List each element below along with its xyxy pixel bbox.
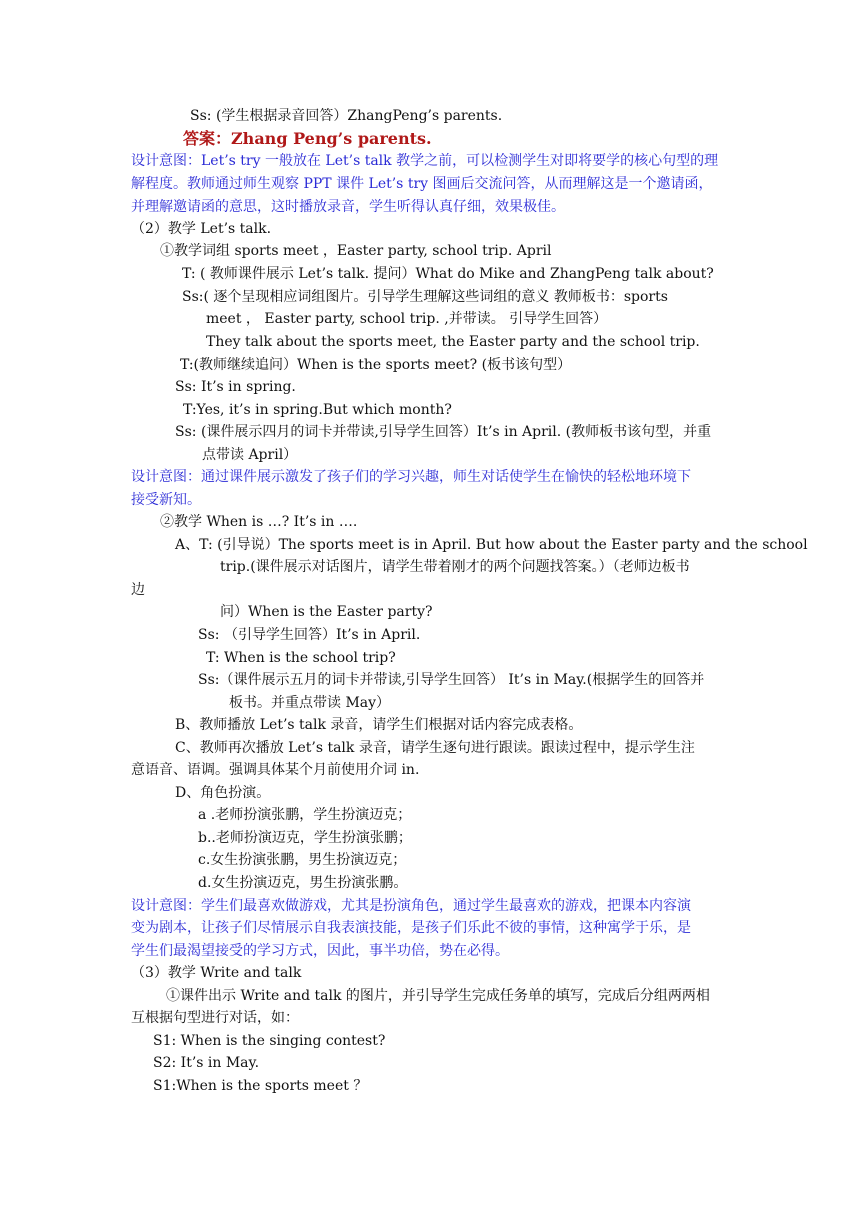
section-heading: （2）教学 Let’s talk. bbox=[131, 221, 272, 237]
section-heading: （3）教学 Write and talk bbox=[131, 965, 302, 981]
design-intent-text: 接受新知。 bbox=[131, 492, 201, 508]
role-play-item: b..老师扮演迈克，学生扮演张鹏； bbox=[198, 830, 412, 846]
design-intent-text: 解程度。教师通过师生观察 PPT 课件 Let’s try 图画后交流问答，从而理解这是一个邀请函， bbox=[131, 176, 713, 192]
dialogue-line: 边 bbox=[131, 582, 145, 598]
answer-line: 答案：Zhang Peng’s parents. bbox=[183, 129, 432, 148]
dialogue-line: trip.(课件展示对话图片，请学生带着刚才的两个问题找答案。）（老师边板书 bbox=[220, 559, 690, 575]
dialogue-line: T: ( 教师课件展示 Let’s talk. 提问）What do Mike and ZhangPeng talk about? bbox=[182, 266, 714, 282]
dialogue-line: A、T: (引导说）The sports meet is in April. But how about the Easter party and the school bbox=[175, 537, 808, 553]
dialogue-line: 问）When is the Easter party? bbox=[220, 604, 433, 620]
step-line: B、教师播放 Let’s talk 录音，请学生们根据对话内容完成表格。 bbox=[175, 717, 583, 733]
role-play-item: a .老师扮演张鹏，学生扮演迈克； bbox=[198, 807, 412, 823]
dialogue-line: Ss: It’s in spring. bbox=[175, 379, 296, 395]
dialogue-line: T:(教师继续追问）When is the sports meet? (板书该句型） bbox=[180, 357, 572, 373]
step-line: C、教师再次播放 Let’s talk 录音，请学生逐句进行跟读。跟读过程中，提示学生注 bbox=[175, 740, 695, 756]
step-heading: ①教学词组 sports meet ，Easter party, school trip. April bbox=[160, 243, 552, 259]
dialogue-line: T: When is the school trip? bbox=[206, 650, 396, 666]
dialogue-line: Ss: （引导学生回答）It’s in April. bbox=[198, 627, 421, 643]
step-line: D、角色扮演。 bbox=[175, 785, 271, 801]
dialogue-line: Ss: (课件展示四月的词卡并带读,引导学生回答）It’s in April. (教师板书该句型，并重 bbox=[175, 424, 712, 440]
role-play-item: c.女生扮演张鹏，男生扮演迈克； bbox=[198, 852, 407, 868]
design-intent-text: 变为剧本，让孩子们尽情展示自我表演技能，是孩子们乐此不彼的事情，这种寓学于乐，是 bbox=[131, 920, 691, 936]
step-heading: ①课件出示 Write and talk 的图片，并引导学生完成任务单的填写，完成后分组两两相 bbox=[166, 988, 710, 1004]
design-intent-text: 设计意图：Let’s try 一般放在 Let’s talk 教学之前，可以检测学生对即将要学的核心句型的理 bbox=[131, 153, 719, 169]
student-answer-line: Ss: (学生根据录音回答）ZhangPeng’s parents. bbox=[190, 108, 503, 124]
role-play-item: d.女生扮演迈克，男生扮演张鹏。 bbox=[198, 875, 408, 891]
design-intent-text: 并理解邀请函的意思，这时播放录音，学生听得认真仔细，效果极佳。 bbox=[131, 199, 565, 215]
dialogue-line: They talk about the sports meet, the Easter party and the school trip. bbox=[206, 334, 700, 350]
dialogue-line: S2: It’s in May. bbox=[153, 1055, 260, 1071]
design-intent-text: 设计意图：通过课件展示激发了孩子们的学习兴趣，师生对话使学生在愉快的轻松地环境下 bbox=[131, 469, 691, 485]
dialogue-line: S1:When is the sports meet ？ bbox=[153, 1078, 368, 1094]
dialogue-line: T:Yes, it’s in spring.But which month? bbox=[183, 402, 452, 418]
step-line: 互根据句型进行对话，如： bbox=[131, 1010, 299, 1026]
dialogue-line: Ss:( 逐个呈现相应词组图片。引导学生理解这些词组的意义 教师板书：sports bbox=[182, 289, 668, 305]
step-heading: ②教学 When is …? It’s in …. bbox=[160, 514, 358, 530]
design-intent-text: 学生们最渴望接受的学习方式，因此，事半功倍，势在必得。 bbox=[131, 943, 509, 959]
dialogue-line: 点带读 April） bbox=[202, 447, 298, 463]
dialogue-line: Ss:（课件展示五月的词卡并带读,引导学生回答） It’s in May.(根据学生的回答并 bbox=[198, 672, 705, 688]
dialogue-line: 板书。并重点带读 May） bbox=[229, 695, 391, 711]
dialogue-line: S1: When is the singing contest? bbox=[153, 1033, 386, 1049]
dialogue-line: meet ， Easter party, school trip. ,并带读。 引导学生回答） bbox=[206, 311, 608, 327]
step-line: 意语音、语调。强调具体某个月前使用介词 in. bbox=[131, 762, 420, 778]
design-intent-text: 设计意图：学生们最喜欢做游戏，尤其是扮演角色，通过学生最喜欢的游戏，把课本内容演 bbox=[131, 898, 691, 914]
